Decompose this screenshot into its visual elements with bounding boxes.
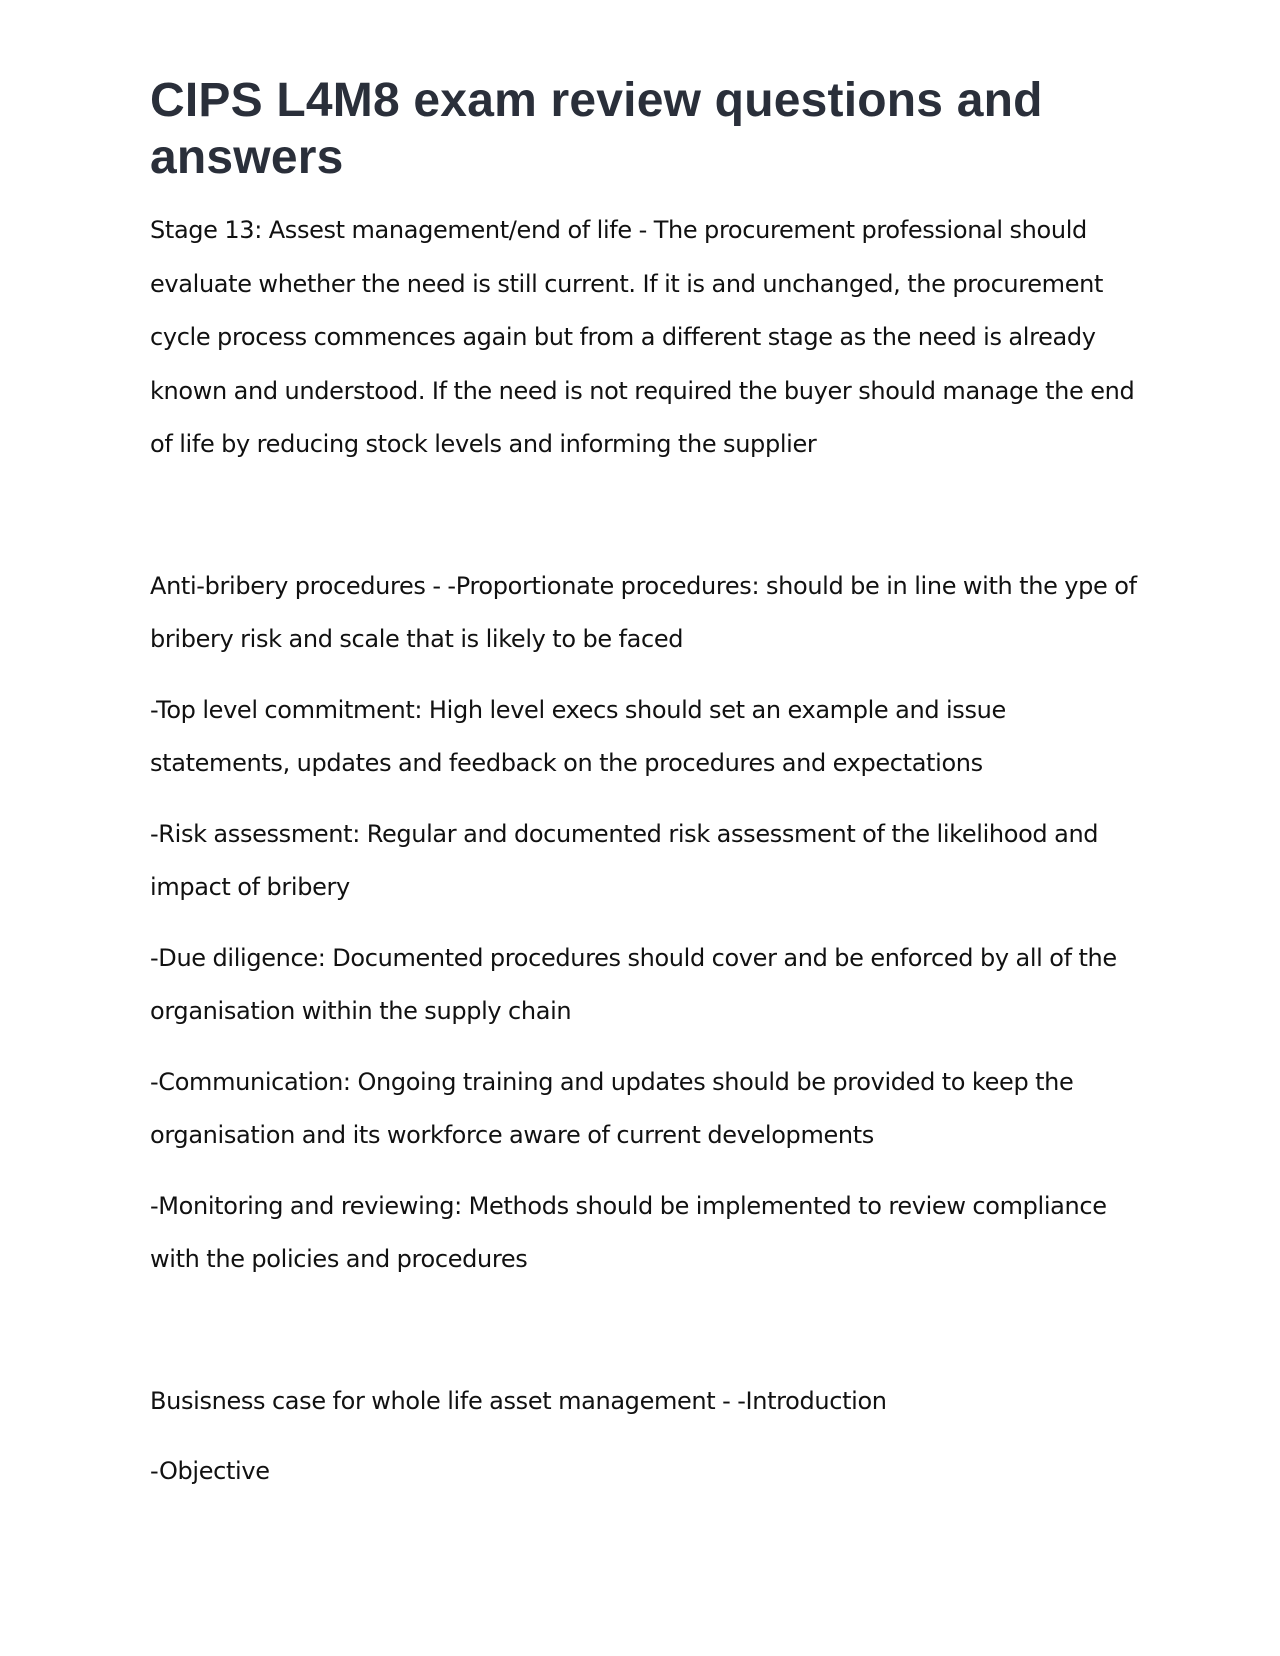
document-page [150, 72, 1140, 1516]
paragraph-stage-13: Stage 13: Assest management/end of life - The procurement professional should evaluate whether the need is still current. If it is and unchanged, the procurement cycle process commences again but from a different stage as the need is already known and understood. If the need is not required the buyer should manage the end of life by reducing stock levels and informing the supplier [150, 216, 1135, 458]
paragraph-top-level-commitment: -Top level commitment: High level execs should set an example and issue statements, updates and feedback on the procedures and expectations [150, 695, 1006, 777]
section-spacer [150, 1304, 1140, 1375]
paragraph-anti-bribery: Anti-bribery procedures - -Proportionate procedures: should be in line with the ype of bribery risk and scale that is likely to be faced [150, 571, 1137, 653]
document-title: CIPS L4M8 exam review questions and answers [150, 74, 1043, 184]
paragraph-communication: -Communication: Ongoing training and updates should be provided to keep the organisation and its workforce aware of current developments [150, 1067, 1074, 1149]
paragraph-objective: -Objective [150, 1457, 270, 1485]
paragraph-business-case: Busisness case for whole life asset management - -Introduction [150, 1386, 887, 1415]
section-spacer [150, 489, 1140, 560]
paragraph-monitoring: -Monitoring and reviewing: Methods should be implemented to review compliance with the policies and procedures [150, 1191, 1107, 1273]
paragraph-risk-assessment: -Risk assessment: Regular and documented risk assessment of the likelihood and impact of bribery [150, 819, 1099, 901]
paragraph-due-diligence: -Due diligence: Documented procedures should cover and be enforced by all of the organisation within the supply chain [150, 943, 1117, 1025]
